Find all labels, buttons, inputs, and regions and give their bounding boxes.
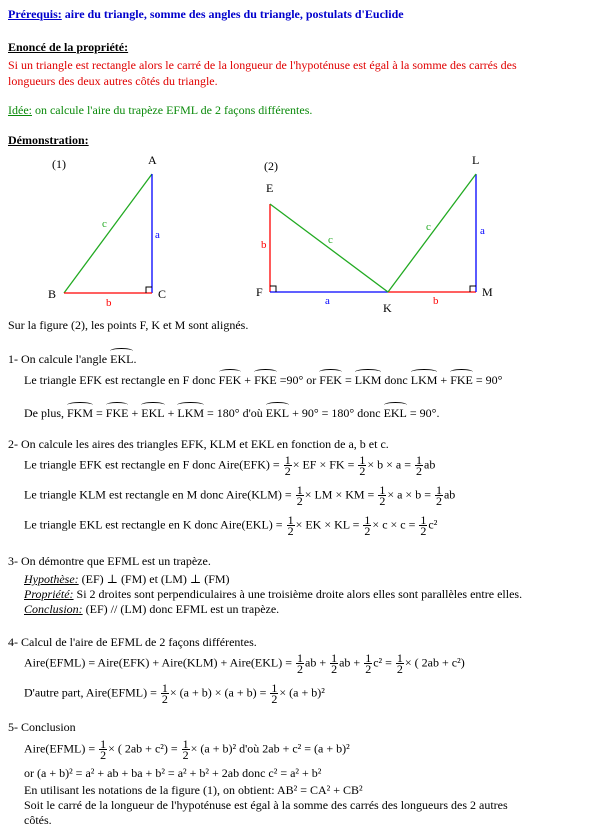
step-3-title: 3- On démontre que EFML est un trapèze. [8, 554, 211, 568]
text: Aire(EFML) = [24, 741, 99, 756]
figure-1 [40, 150, 200, 310]
fraction-half: $\frac{1}{2}$ [100, 737, 107, 762]
text: × ( 2ab + c²) = [108, 741, 181, 756]
step-5-line-5: côtés. [24, 813, 52, 827]
angle-fke: FKE [450, 370, 473, 388]
demonstration-title: Démonstration: [8, 133, 89, 147]
step-1-title: 1- On calcule l'angle EKL. [8, 349, 136, 367]
idea-text: on calcule l'aire du trapèze EFML de 2 façons différentes. [31, 103, 313, 117]
text: c² [428, 517, 438, 532]
vertex-l-label: L [472, 153, 480, 167]
vertex-f-label: F [256, 285, 263, 299]
idea-line [8, 103, 312, 118]
step-4-line-1 [24, 653, 465, 674]
text: Le triangle KLM est rectangle en M donc Aire(KLM) = [24, 487, 295, 502]
text: × EF × FK = [292, 457, 358, 472]
text: Le triangle EFK est rectangle en F donc [24, 373, 219, 387]
side-c-hypotenuse [64, 174, 152, 293]
step-5-line-2: or (a + b)² = a² + ab + ba + b² = a² + b² + 2ab donc c² = a² + b² [24, 766, 322, 780]
text: = [93, 406, 106, 420]
angle-fke: FKE [254, 370, 277, 388]
text: = 90° [472, 373, 503, 387]
text: Le triangle EKL est rectangle en K donc Aire(EKL) = [24, 517, 286, 532]
text: + [241, 373, 255, 387]
vertex-e-label: E [266, 181, 274, 195]
statement-line-2: longueurs des deux autres côtés du triangle. [8, 74, 218, 88]
hypothesis-label: Hypothèse: [24, 572, 79, 586]
figure-2-tag: (2) [264, 159, 278, 173]
text: × LM × KM = [304, 487, 378, 502]
fraction-half: $\frac{1}{2}$ [396, 651, 403, 676]
fraction-half: $\frac{1}{2}$ [416, 453, 422, 478]
fraction-half: $\frac{1}{2}$ [287, 513, 294, 538]
conclusion-text: (EF) // (LM) donc EFML est un trapèze. [82, 602, 280, 616]
right-angle-mark-c [146, 287, 152, 293]
fraction-half: $\frac{1}{2}$ [161, 681, 168, 706]
step-2-line-2 [24, 485, 455, 506]
property-line [24, 587, 522, 602]
step-5-title: 5- Conclusion [8, 720, 76, 734]
right-angle-mark-m [470, 286, 476, 292]
fraction-half: $\frac{1}{2}$ [359, 453, 366, 478]
figure-1-tag: (1) [52, 157, 66, 171]
angle-fke: FKE [106, 403, 129, 421]
step-5-line-3: En utilisant les notations de la figure (1), on obtient: AB² = CA² + CB² [24, 783, 363, 797]
statement-line-1: Si un triangle est rectangle alors le carré de la longueur de l'hypoténuse est égal à la somme des carrés des [8, 58, 517, 72]
lm-label: a [480, 225, 485, 237]
property-text: Si 2 droites sont perpendiculaires à une troisième droite alors elles sont parallèles entre elles. [73, 587, 523, 601]
angle-ekl: EKL [266, 403, 289, 421]
text: × (a + b)² [279, 685, 325, 700]
right-angle-mark-f [270, 286, 276, 292]
segment-ek [270, 204, 388, 292]
segment-kl [388, 174, 476, 292]
figure-2 [248, 150, 510, 320]
prerequisites-line [8, 7, 404, 22]
step-1-title-text: 1- On calcule l'angle [8, 352, 111, 366]
angle-fkm: FKM [67, 403, 93, 421]
kl-label: c [426, 221, 431, 233]
vertex-b-label: B [48, 287, 57, 301]
step-1-line-2 [24, 403, 439, 421]
angle-ekl: EKL [110, 349, 133, 367]
side-c-label: c [102, 218, 107, 230]
vertex-k-label: K [383, 301, 392, 315]
prerequisites-text: aire du triangle, somme des angles du triangle, postulats d'Euclide [61, 7, 404, 21]
angle-fek: FEK [319, 370, 342, 388]
ef-label: b [261, 239, 267, 251]
angle-ekl: EKL [384, 403, 407, 421]
fraction-half: $\frac{1}{2}$ [331, 651, 338, 676]
idea-label: Idée: [8, 103, 32, 117]
text: D'autre part, Aire(EFML) = [24, 685, 160, 700]
fraction-half: $\frac{1}{2}$ [182, 737, 189, 762]
step-4-title: 4- Calcul de l'aire de EFML de 2 façons différentes. [8, 635, 257, 649]
text: donc [381, 373, 411, 387]
fraction-half: $\frac{1}{2}$ [296, 483, 303, 508]
side-b-label: b [106, 297, 112, 309]
text: × a × b = [387, 487, 434, 502]
text: × EK × KL = [295, 517, 363, 532]
km-label: b [433, 295, 439, 307]
fraction-half: $\frac{1}{2}$ [364, 513, 371, 538]
text: Le triangle EFK est rectangle en F donc Aire(EFK) = [24, 457, 283, 472]
vertex-c-label: C [158, 287, 167, 301]
text: × ( 2ab + c²) [404, 655, 465, 670]
fraction-half: $\frac{1}{2}$ [284, 453, 291, 478]
text: × (a + b)² d'où 2ab + c² = (a + b)² [190, 741, 350, 756]
text: + [128, 406, 142, 420]
step-5-line-1 [24, 739, 350, 760]
text: + 90° = 180° donc [289, 406, 384, 420]
fraction-half: $\frac{1}{2}$ [435, 483, 442, 508]
ek-label: c [328, 234, 333, 246]
text: De plus, [24, 406, 67, 420]
fk-label: a [325, 295, 330, 307]
statement-title: Enoncé de la propriété: [8, 40, 129, 54]
step-2-title: 2- On calcule les aires des triangles EFK, KLM et EKL en fonction de a, b et c. [8, 437, 389, 451]
text: = [341, 373, 355, 387]
step-4-line-2 [24, 683, 325, 704]
hypothesis-line [24, 572, 230, 587]
fraction-half: $\frac{1}{2}$ [365, 651, 372, 676]
vertex-m-label: M [482, 285, 493, 299]
step-5-line-4: Soit le carré de la longueur de l'hypoténuse est égal à la somme des carrés des longueurs des 2 autres [24, 798, 508, 812]
angle-lkm: LKM [411, 370, 438, 388]
text: ab [424, 457, 436, 472]
text: + [164, 406, 178, 420]
hypothesis-text: (EF) ⊥ (FM) et (LM) ⊥ (FM) [78, 572, 230, 586]
text: =90° or [276, 373, 320, 387]
side-a-label: a [155, 229, 160, 241]
aligned-points-note: Sur la figure (2), les points F, K et M sont alignés. [8, 318, 249, 332]
conclusion-line [24, 602, 279, 617]
conclusion-label: Conclusion: [24, 602, 83, 616]
text: × (a + b) × (a + b) = [169, 685, 270, 700]
text: ab + [305, 655, 330, 670]
angle-fek: FEK [219, 370, 242, 388]
step-2-line-1 [24, 455, 435, 476]
fraction-half: $\frac{1}{2}$ [297, 651, 304, 676]
text: = 180° d'où [204, 406, 266, 420]
angle-ekl: EKL [141, 403, 164, 421]
text: ab + [339, 655, 364, 670]
prerequisites-label: Prérequis: [8, 7, 62, 21]
angle-lkm: LKM [177, 403, 204, 421]
fraction-half: $\frac{1}{2}$ [271, 681, 278, 706]
text: × b × a = [367, 457, 414, 472]
vertex-a-label: A [148, 153, 157, 167]
step-2-line-3 [24, 515, 437, 536]
angle-lkm: LKM [355, 370, 382, 388]
text: ab [443, 487, 456, 502]
text: Aire(EFML) = Aire(EFK) + Aire(KLM) + Aire(EKL) = [24, 655, 296, 670]
text: × c × c = [372, 517, 419, 532]
fraction-half: $\frac{1}{2}$ [420, 513, 427, 538]
text: = 90°. [406, 406, 440, 420]
fraction-half: $\frac{1}{2}$ [379, 483, 386, 508]
step-1-line-1 [24, 370, 502, 388]
text: + [437, 373, 451, 387]
text: c² = [373, 655, 395, 670]
property-label: Propriété: [24, 587, 74, 601]
